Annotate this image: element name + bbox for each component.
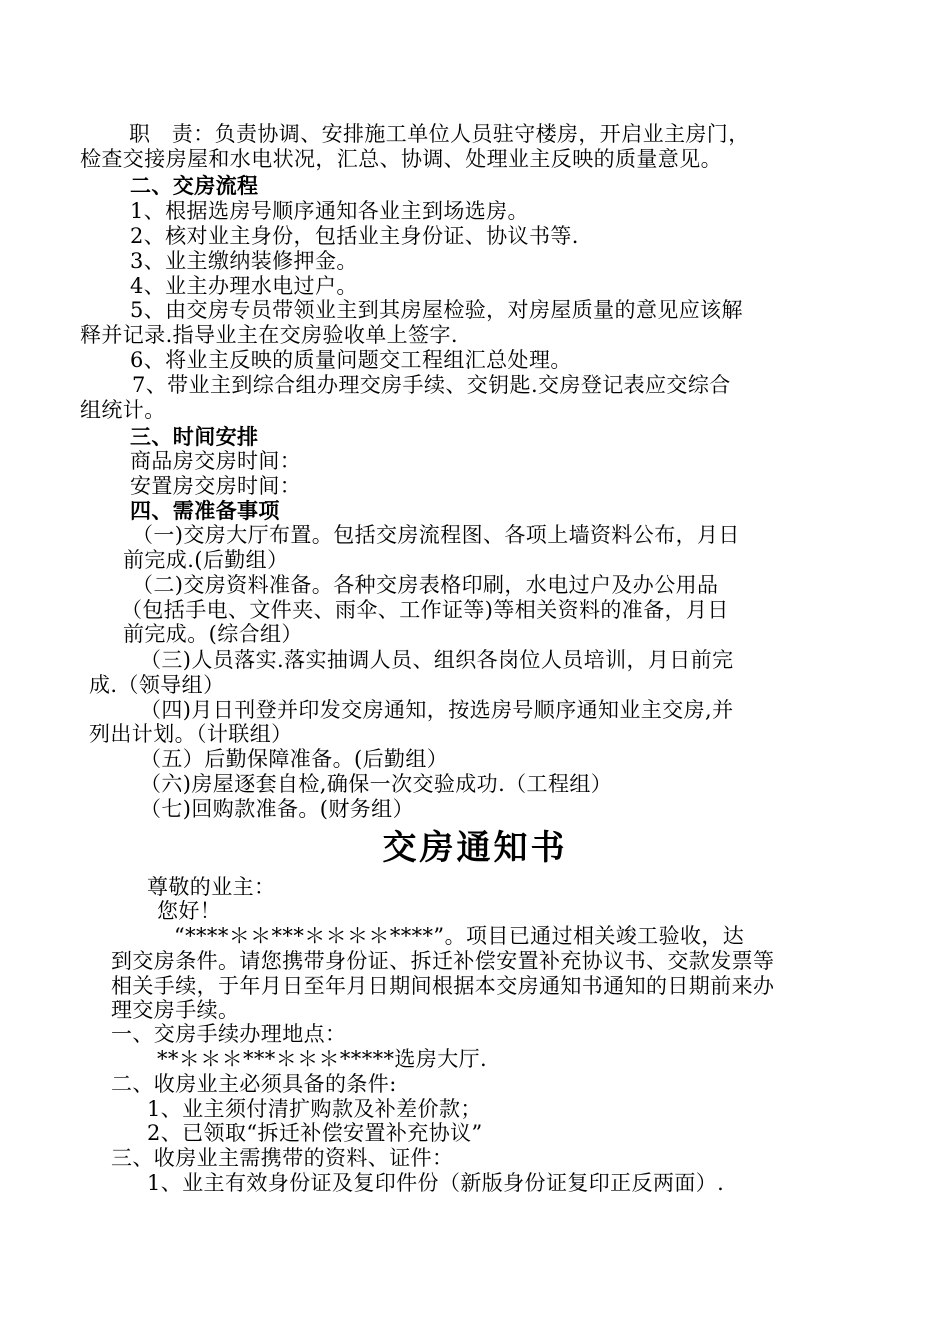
process-step-7-cont: 组统计。 (80, 398, 166, 422)
prep-item-2-cont-2: 前完成。(综合组） (123, 622, 303, 646)
process-step-4: 4、业主办理水电过户。 (130, 274, 358, 298)
prep-item-5: （五）后勤保障准备。(后勤组） (140, 747, 449, 771)
process-step-7: 7、带业主到综合组办理交房手续、交钥匙.交房登记表应交综合 (132, 373, 731, 397)
notice-condition-1: 1、业主须付清扩购款及补差价款； (147, 1097, 482, 1121)
notice-title: 交房通知书 (382, 828, 568, 868)
prep-item-6: （六)房屋逐套自检,确保一次交验成功.（工程组） (140, 772, 613, 796)
notice-body-4: 理交房手续。 (111, 998, 240, 1022)
prep-item-2-cont: （包括手电、文件夹、雨伞、工作证等)等相关资料的准备，月日 (121, 598, 729, 622)
schedule-commercial: 商品房交房时间： (130, 449, 302, 473)
section-heading-prep: 四、需准备事项 (130, 498, 280, 523)
process-step-5-cont: 释并记录.指导业主在交房验收单上签字. (80, 323, 458, 347)
section-heading-schedule: 三、时间安排 (130, 424, 259, 449)
prep-item-1: （一)交房大厅布置。包括交房流程图、各项上墙资料公布，月日 (132, 523, 740, 547)
process-step-3: 3、业主缴纳装修押金。 (130, 249, 358, 273)
notice-greeting: 您好！ (157, 899, 222, 923)
duty-line-1: 职 责：负责协调、安排施工单位人员驻守楼房，开启业主房门， (129, 122, 750, 146)
notice-document-1: 1、业主有效身份证及复印件份（新版身份证复印正反两面）. (147, 1171, 725, 1195)
prep-item-3: （三)人员落实.落实抽调人员、组织各岗位人员培训，月日前完 (140, 648, 734, 672)
notice-section-conditions: 二、收房业主必须具备的条件: (111, 1072, 397, 1096)
notice-location: **＊＊＊***＊＊＊*****选房大厅. (157, 1047, 488, 1071)
notice-section-location: 一、交房手续办理地点： (111, 1022, 347, 1046)
prep-item-7: （七)回购款准备。(财务组） (140, 797, 414, 821)
notice-body-3: 相关手续，于年月日至年月日期间根据本交房通知书通知的日期前来办 (111, 974, 775, 998)
notice-condition-2: 2、已领取“拆迁补偿安置补充协议” (147, 1121, 483, 1145)
notice-salutation: 尊敬的业主： (147, 875, 276, 899)
prep-item-4-cont: 列出计划。（计联组） (89, 722, 293, 746)
process-step-6: 6、将业主反映的质量问题交工程组汇总处理。 (130, 348, 572, 372)
prep-item-2: （二)交房资料准备。各种交房表格印刷，水电过户及办公用品 (132, 573, 719, 597)
process-step-2: 2、核对业主身份，包括业主身份证、协议书等. (130, 224, 579, 248)
schedule-resettlement: 安置房交房时间： (130, 474, 302, 498)
process-step-5: 5、由交房专员带领业主到其房屋检验，对房屋质量的意见应该解 (130, 298, 743, 322)
prep-item-4: （四)月日刊登并印发交房通知，按选房号顺序通知业主交房,并 (140, 698, 734, 722)
duty-line-2: 检查交接房屋和水电状况，汇总、协调、处理业主反映的质量意见。 (80, 147, 722, 171)
prep-item-1-cont: 前完成.(后勤组） (123, 548, 289, 572)
prep-item-3-cont: 成.（领导组） (89, 673, 225, 697)
notice-body-2: 到交房条件。请您携带身份证、拆迁补偿安置补充协议书、交款发票等 (111, 949, 775, 973)
section-heading-process: 二、交房流程 (130, 173, 259, 198)
notice-body-1: “****＊＊***＊＊＊＊****”。项目已通过相关竣工验收，达 (174, 924, 745, 948)
notice-section-documents: 三、收房业主需携带的资料、证件： (111, 1146, 454, 1170)
process-step-1: 1、根据选房号顺序通知各业主到场选房。 (130, 199, 529, 223)
